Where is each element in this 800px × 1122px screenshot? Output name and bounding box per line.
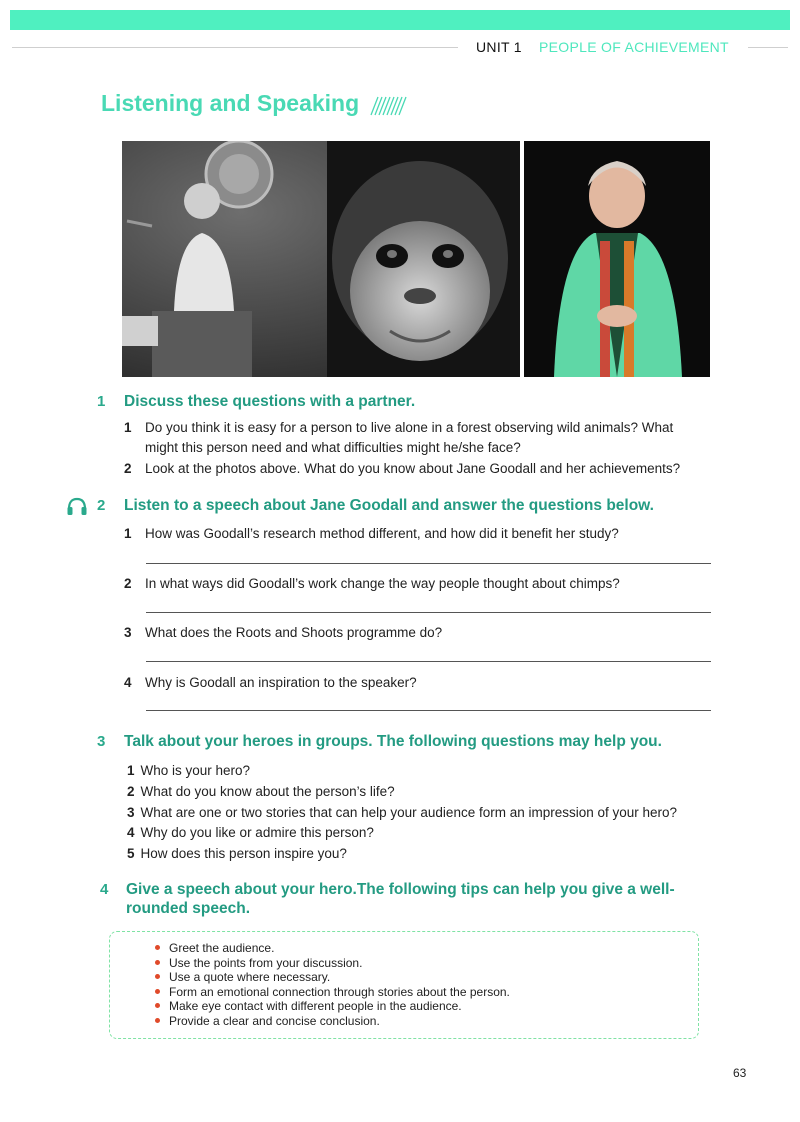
question-4-heading-line2: rounded speech. [126, 900, 251, 917]
q2-item-3-text: What does the Roots and Shoots programme do? [145, 625, 443, 640]
tip-bullet [155, 960, 160, 965]
q2-item-4-number: 4 [124, 675, 132, 690]
tip-bullet [155, 1018, 160, 1023]
tip-bullet [155, 1003, 160, 1008]
q3-item-2: 2 What do you know about the person’s life? [127, 784, 395, 799]
tip-bullet [155, 989, 160, 994]
q2-item-4-text: Why is Goodall an inspiration to the speaker? [145, 675, 417, 690]
q2-item-3-number: 3 [124, 625, 132, 640]
q1-item-1-line1: Do you think it is easy for a person to live alone in a forest observing wild animals? What [145, 420, 674, 435]
q3-item-1: 1 Who is your hero? [127, 763, 251, 778]
tip-3: Use a quote where necessary. [169, 970, 331, 984]
photo-jane-goodall [524, 141, 710, 377]
tip-bullet [155, 945, 160, 950]
question-4-heading-line1: Give a speech about your hero.The following tips can help you give a well- [126, 881, 675, 898]
question-3-number: 3 [97, 733, 106, 750]
answer-line-1[interactable] [146, 563, 711, 564]
question-3-heading: Talk about your heroes in groups. The following questions may help you. [124, 733, 662, 750]
q2-item-1-text: How was Goodall’s research method different, and how did it benefit her study? [145, 526, 619, 541]
question-4-number: 4 [100, 881, 109, 898]
q1-item-2-number: 2 [124, 461, 132, 476]
q3-item-5: 5 How does this person inspire you? [127, 846, 347, 861]
q1-item-1-line2: might this person need and what difficulties might he/she face? [145, 440, 521, 455]
q2-item-2-text: In what ways did Goodall’s work change the way people thought about chimps? [145, 576, 620, 591]
header-rule-right [748, 47, 788, 48]
q3-item-4: 4 Why do you like or admire this person? [127, 825, 374, 840]
header-rule-left [12, 47, 458, 48]
answer-line-4[interactable] [146, 710, 711, 711]
tip-4: Form an emotional connection through stories about the person. [169, 985, 510, 999]
headphones-icon[interactable] [66, 496, 88, 516]
question-1-number: 1 [97, 393, 106, 410]
q1-item-2-text: Look at the photos above. What do you know about Jane Goodall and her achievements? [145, 461, 681, 476]
page-number: 63 [733, 1066, 747, 1080]
tip-5: Make eye contact with different people in the audience. [169, 999, 462, 1013]
section-title: Listening and Speaking [101, 90, 360, 116]
answer-line-3[interactable] [146, 661, 711, 662]
q2-item-2-number: 2 [124, 576, 132, 591]
tip-2: Use the points from your discussion. [169, 956, 363, 970]
q1-item-1-number: 1 [124, 420, 132, 435]
tip-bullet [155, 974, 160, 979]
answer-line-2[interactable] [146, 612, 711, 613]
hatch-decoration [369, 96, 409, 116]
question-2-number: 2 [97, 497, 106, 514]
tip-6: Provide a clear and concise conclusion. [169, 1014, 380, 1028]
question-2-heading: Listen to a speech about Jane Goodall and answer the questions below. [124, 497, 654, 514]
unit-title: PEOPLE OF ACHIEVEMENT [539, 39, 729, 55]
q2-item-1-number: 1 [124, 526, 132, 541]
question-1-heading: Discuss these questions with a partner. [124, 393, 416, 410]
tip-1: Greet the audience. [169, 941, 275, 955]
q3-item-3: 3 What are one or two stories that can help your audience form an impression of your hero? [127, 805, 678, 820]
unit-label: UNIT 1 [476, 39, 522, 55]
top-color-bar [10, 10, 790, 30]
photo-speaker-with-orangutan [122, 141, 520, 377]
